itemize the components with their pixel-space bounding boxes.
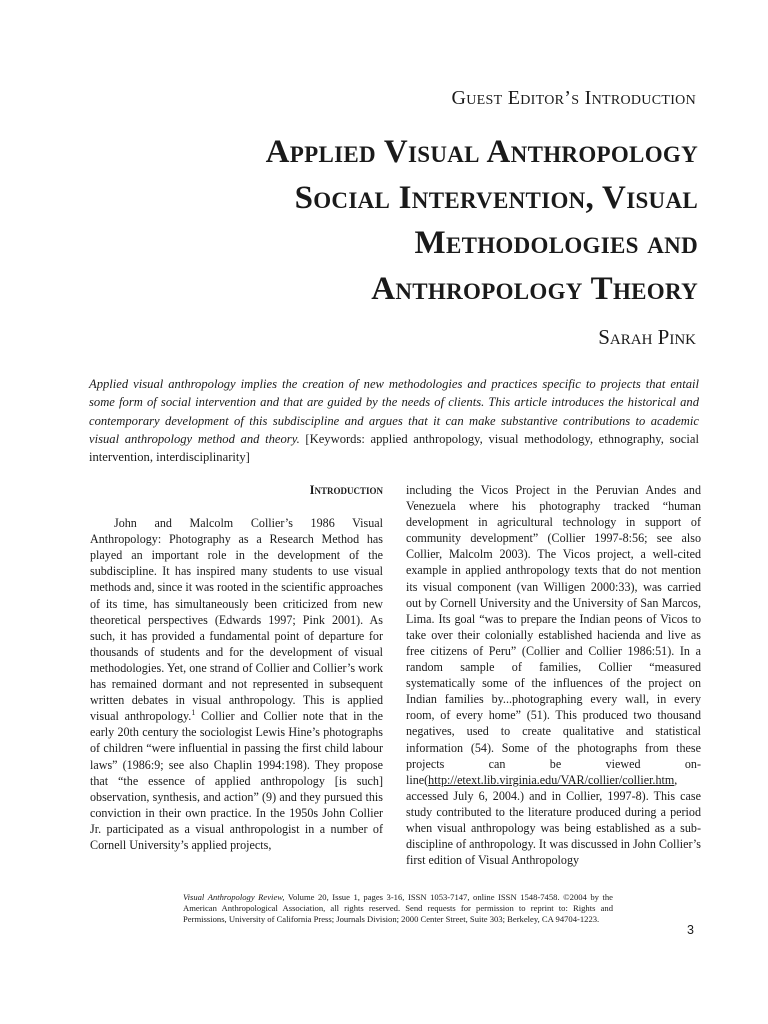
footnote-marker[interactable]: 1 bbox=[191, 708, 196, 718]
body-text: John and Malcolm Collier’s 1986 Visual Anthropology: Photography as a Research Method has played an important role in the development of the subdiscipline. It has inspired many students to use visual methods and, since it was rooted in the scientific approaches of its time, has simultaneously been criticized from new theoretical perspectives (Edwards 1997; Pink 2001). As such, it has provided a fundamental point of departure for thousands of students and for the development of visual methodologies. Yet, one strand of Collier and Collier’s work has remained dormant and not represented in subsequent written debates in visual anthropology. This is applied visual anthropology. bbox=[90, 516, 383, 724]
section-heading: Introduction bbox=[309, 483, 383, 497]
publication-footer bbox=[183, 892, 613, 925]
title-line: Applied Visual Anthropology bbox=[265, 134, 698, 170]
title-line: Methodologies and bbox=[414, 225, 698, 261]
article-title bbox=[98, 130, 698, 312]
title-line: Anthropology Theory bbox=[371, 270, 698, 307]
abstract bbox=[89, 375, 699, 466]
abstract-keywords: [Keywords: applied anthropology, visual methodology, ethnography, social intervention, interdisciplinarity] bbox=[89, 431, 699, 465]
page-number: 3 bbox=[687, 923, 694, 937]
section-kicker: Guest Editor’s Introduction bbox=[451, 87, 696, 109]
abstract-text: Applied visual anthropology implies the creation of new methodologies and practices specific to projects that entail some form of social intervention and that are guided by the needs of clients. This article introduces the historical and contemporary development of this subdiscipline and argues that it can make substantive contributions to academic visual anthropology method and theory. bbox=[89, 377, 699, 446]
author-name: Sarah Pink bbox=[598, 325, 696, 349]
right-column bbox=[406, 482, 701, 868]
left-column bbox=[90, 482, 383, 853]
body-text: including the Vicos Project in the Peruvian Andes and Venezuela where his photography tracked “human development in agricultural technology in support of community development” (Collier 1997-8:56; see also Collier, Malcolm 2003). The Vicos project, a well-cited example in applied anthropology texts that do not mention its visual component (van Willigen 2000:33), was carried out by Cornell University and the University of San Marcos, Lima. Its goal “was to prepare the Indian peons of Vicos to take over their colonially established hacienda and live as free citizens of Peru” (Collier and Collier 1986:51). In a random sample of families, Collier “measured systematically some of the influences of the project on Indian families by...photographing every wall, in every room, of every home” (51). This produced two thousand negatives, used to create qualitative and statistical information (54). Some of the photographs from these projects can be viewed on-line( bbox=[406, 483, 701, 787]
journal-name: Visual Anthropology Review, bbox=[183, 892, 285, 902]
title-line: Social Intervention, Visual bbox=[294, 179, 698, 216]
citation-text: Volume 20, Issue 1, pages 3-16, ISSN 1053-7147, online ISSN 1548-7458. ©2004 by the American Anthropological Association, all rights reserved. Send requests for permission to reprint to: Rights and Permissions, University of California Press; Journals Division; 2000 Center Street, Suite 303; Berkeley, CA 94704-1223. bbox=[183, 892, 613, 924]
body-text: Collier and Collier note that in the early 20th century the sociologist Lewis Hine’s photographs of children “were influential in passing the first child labour laws” (1986:9; see also Chaplin 1994:198). They propose that “the essence of applied anthropology [is such] observation, synthesis, and action” (9) and they pursued this conviction in their own practice. In the 1950s John Collier Jr. participated as a visual anthropologist in a number of Cornell University’s applied projects, bbox=[90, 709, 384, 852]
body-paragraph bbox=[90, 515, 383, 853]
body-paragraph bbox=[406, 482, 701, 868]
collier-archive-link[interactable]: http://etext.lib.virginia.edu/VAR/collier/collier.htm bbox=[428, 772, 675, 787]
body-text: , accessed July 6, 2004.) and in Collier, 1997-8). This case study contributed to the literature produced during a period when visual anthropology was being established as a sub-discipline of anthropology. It was discussed in John Collier’s first edition of Visual Anthropology bbox=[406, 772, 701, 868]
